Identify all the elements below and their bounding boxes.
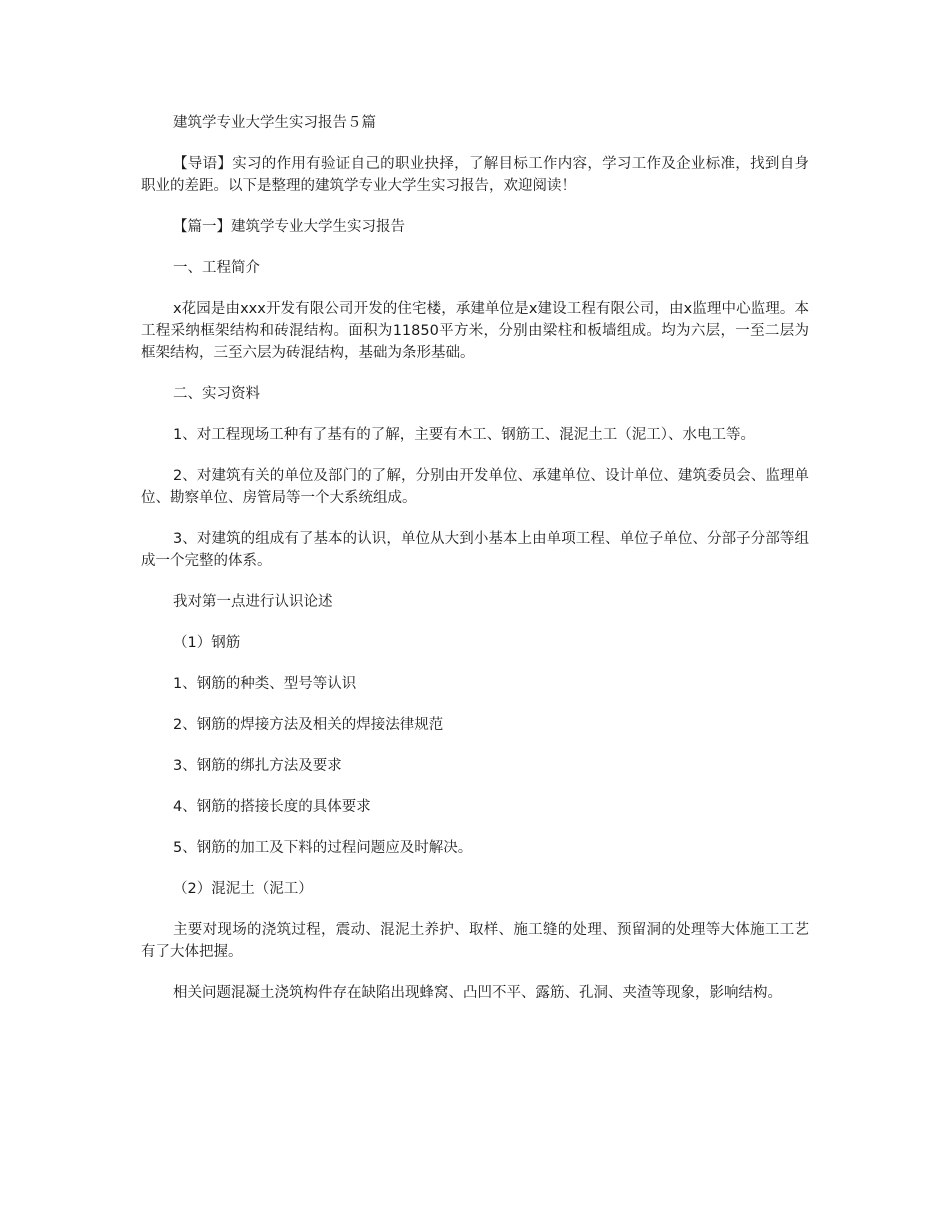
body-paragraph: 主要对现场的浇筑过程，震动、混泥土养护、取样、施工缝的处理、预留洞的处理等大体施工工艺有了大体把握。 — [141, 922, 809, 960]
subsection-heading: 二、实习资料 — [173, 386, 260, 402]
list-item: 5、钢筋的加工及下料的过程问题应及时解决。 — [173, 840, 473, 856]
list-heading: （2）混泥土（泥工） — [173, 881, 313, 897]
intro-paragraph: 【导语】实习的作用有验证自己的职业抉择，了解目标工作内容，学习工作及企业标准，找到自身职业的差距。以下是整理的建筑学专业大学生实习报告，欢迎阅读！ — [141, 156, 809, 194]
body-paragraph: 3、对建筑的组成有了基本的认识，单位从大到小基本上由单项工程、单位子单位、分部子分部等组成一个完整的体系。 — [141, 531, 809, 569]
body-paragraph: x花园是由xxx开发有限公司开发的住宅楼，承建单位是x建设工程有限公司，由x监理中心监理。本工程采纳框架结构和砖混结构。面积为11850平方米，分别由梁柱和板墙组成。均为六层，一至二层为框架结构，三至六层为砖混结构，基础为条形基础。 — [141, 301, 809, 361]
body-paragraph: 相关问题混凝土浇筑构件存在缺陷出现蜂窝、凸凹不平、露筋、孔洞、夹渣等现象，影响结构。 — [173, 985, 782, 1001]
list-heading: （1）钢筋 — [173, 635, 241, 651]
body-paragraph: 1、对工程现场工种有了基有的了解，主要有木工、钢筋工、混泥土工（泥工）、水电工等。 — [173, 427, 755, 443]
section-heading: 【篇一】建筑学专业大学生实习报告 — [173, 219, 405, 235]
body-paragraph: 2、对建筑有关的单位及部门的了解，分别由开发单位、承建单位、设计单位、建筑委员会、监理单位、勘察单位、房管局等一个大系统组成。 — [141, 468, 809, 506]
body-paragraph: 我对第一点进行认识论述 — [173, 594, 333, 610]
list-item: 1、钢筋的种类、型号等认识 — [173, 676, 357, 692]
document-title: 建筑学专业大学生实习报告５篇 — [173, 115, 376, 131]
document-page — [141, 112, 809, 1023]
list-item: 4、钢筋的搭接长度的具体要求 — [173, 799, 371, 815]
list-item: 3、钢筋的绑扎方法及要求 — [173, 758, 342, 774]
subsection-heading: 一、工程简介 — [173, 260, 260, 276]
list-item: 2、钢筋的焊接方法及相关的焊接法律规范 — [173, 717, 444, 733]
